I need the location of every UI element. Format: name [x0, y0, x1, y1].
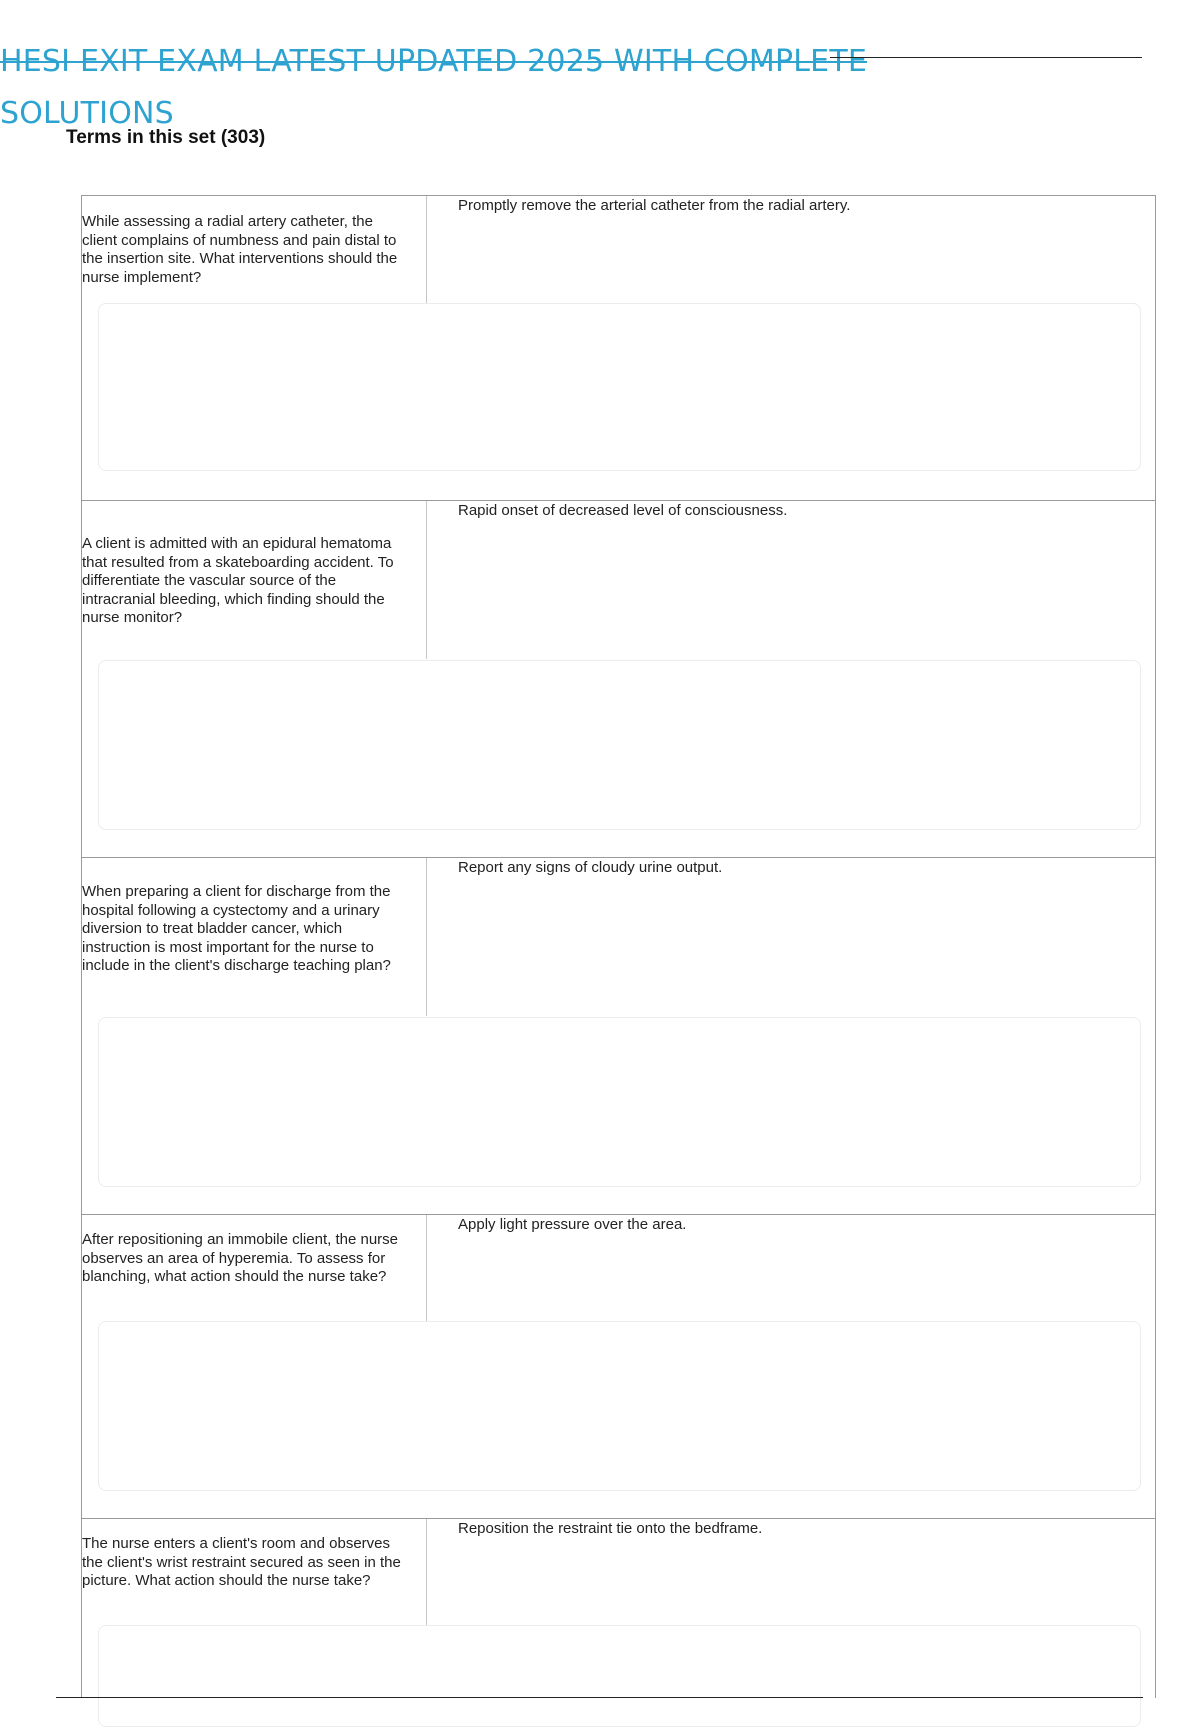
card-definition: Report any signs of cloudy urine output.: [458, 859, 723, 876]
card-term: The nurse enters a client's room and observes the client's wrist restraint secured as seen in the picture. What action should the nurse take?: [82, 1535, 401, 1589]
footer-rule: [56, 1697, 1143, 1698]
card-term: A client is admitted with an epidural hematoma that resulted from a skateboarding accident. To differentiate the vascular source of the intracranial bleeding, which finding should the nurse monitor?: [82, 535, 394, 626]
card-image-area: [98, 303, 1141, 471]
card-definition: Rapid onset of decreased level of consciousness.: [458, 502, 788, 519]
card-definition: Reposition the restraint tie onto the bedframe.: [458, 1520, 763, 1537]
card-image-area: [98, 1625, 1141, 1727]
flashcard: [81, 857, 1156, 1214]
flashcard: [81, 195, 1156, 500]
card-divider: [426, 196, 427, 303]
card-term: After repositioning an immobile client, the nurse observes an area of hyperemia. To assess for blanching, what action should the nurse take?: [82, 1231, 398, 1285]
card-term: While assessing a radial artery catheter, the client complains of numbness and pain distal to the insertion site. What interventions should the nurse implement?: [82, 213, 398, 286]
card-divider: [426, 1215, 427, 1321]
set-count-heading: Terms in this set (303): [66, 127, 266, 148]
card-divider: [426, 1519, 427, 1625]
card-divider: [426, 858, 427, 1016]
card-definition: Promptly remove the arterial catheter from the radial artery.: [458, 197, 851, 214]
document-title-line-1: HESI EXIT EXAM LATEST UPDATED 2025 WITH COMPLETE: [0, 44, 868, 79]
header-rule: [830, 57, 1142, 58]
card-divider: [426, 501, 427, 659]
flashcard: [81, 1518, 1156, 1698]
document-title: [0, 36, 1150, 140]
card-term: When preparing a client for discharge from the hospital following a cystectomy and a urinary diversion to treat bladder cancer, which instruction is most important for the nurse to include in the client's discharge teaching plan?: [82, 883, 391, 974]
card-image-area: [98, 660, 1141, 830]
card-image-area: [98, 1017, 1141, 1187]
flashcard-list: [81, 195, 1156, 1698]
document-title-line-2: SOLUTIONS: [0, 96, 174, 131]
flashcard: [81, 1214, 1156, 1518]
card-definition: Apply light pressure over the area.: [458, 1216, 687, 1233]
card-image-area: [98, 1321, 1141, 1491]
flashcard: [81, 500, 1156, 857]
